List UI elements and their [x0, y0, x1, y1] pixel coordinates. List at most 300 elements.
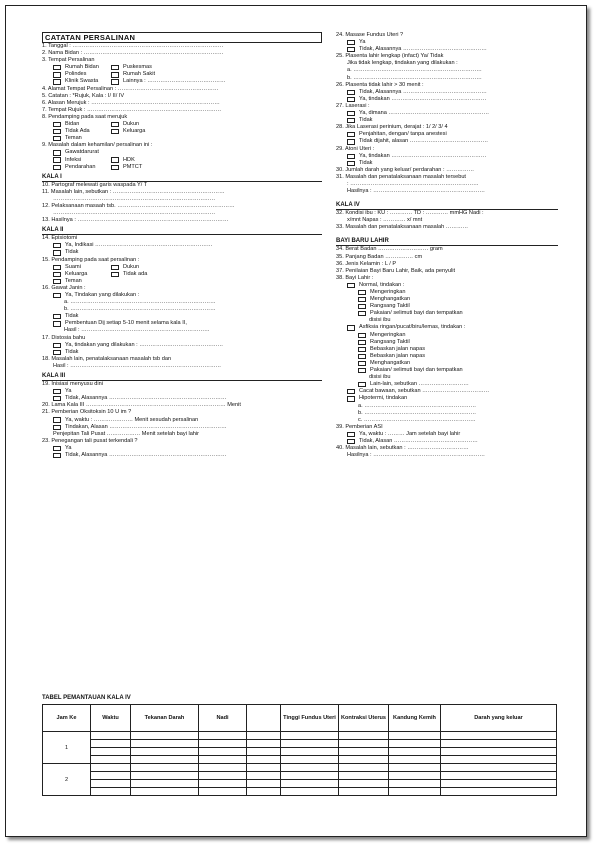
table-cell[interactable]	[339, 772, 389, 780]
table-cell[interactable]	[339, 748, 389, 756]
checkbox[interactable]	[347, 97, 355, 102]
checkbox[interactable]	[53, 343, 61, 348]
table-cell[interactable]	[389, 732, 441, 740]
table-cell[interactable]	[441, 732, 557, 740]
checkbox-option[interactable]	[42, 417, 322, 424]
table-cell[interactable]	[281, 732, 339, 740]
checkbox[interactable]	[53, 65, 61, 70]
table-row	[43, 780, 557, 788]
checkbox[interactable]	[347, 154, 355, 159]
checkbox[interactable]	[53, 314, 61, 319]
checkbox[interactable]	[53, 417, 61, 422]
checkbox-option[interactable]	[42, 424, 322, 431]
checkbox-option[interactable]	[336, 96, 558, 103]
checkbox[interactable]	[111, 79, 119, 84]
checkbox[interactable]	[347, 139, 355, 144]
checkbox-option[interactable]	[336, 131, 558, 138]
checkbox-option[interactable]	[336, 360, 558, 367]
checkbox-option[interactable]	[336, 367, 558, 374]
table-cell[interactable]	[441, 764, 557, 772]
table-cell[interactable]	[199, 748, 247, 756]
field-label: Ya, tindakan ……………………………………………	[359, 152, 487, 159]
table-cell[interactable]	[131, 788, 199, 796]
form-subline: Hasil : ……………………………………………………………	[64, 327, 210, 334]
form-subline: a. ……………………………………………………	[358, 402, 477, 409]
checkbox[interactable]	[53, 446, 61, 451]
checkbox-option[interactable]	[42, 249, 322, 256]
checkbox[interactable]	[53, 396, 61, 401]
field-label: HDK	[123, 156, 135, 163]
checkbox-pair[interactable]	[42, 121, 322, 128]
checkbox-option[interactable]	[53, 64, 111, 71]
table-cell[interactable]	[389, 740, 441, 748]
table-cell[interactable]	[247, 748, 281, 756]
checkbox-option[interactable]	[42, 342, 322, 349]
field-label: Tidak, Alasannya ………………………………………………………	[65, 451, 227, 458]
table-cell[interactable]	[91, 772, 131, 780]
checkbox[interactable]	[53, 321, 61, 326]
checkbox[interactable]	[111, 122, 119, 127]
spacer	[336, 195, 558, 199]
checkbox[interactable]	[358, 368, 366, 373]
form-line: 23. Penegangan tali pusat terkendali ?	[42, 437, 138, 444]
checkbox-option[interactable]	[336, 395, 558, 402]
field-label: Tidak, Alasannya ………………………………………	[359, 88, 487, 95]
table-cell[interactable]	[91, 764, 131, 772]
table-row	[43, 772, 557, 780]
checkbox[interactable]	[111, 65, 119, 70]
field-label: Tidak, Alasannya ………………………………………	[359, 46, 487, 53]
checkbox-pair[interactable]	[42, 164, 322, 171]
checkbox-option[interactable]	[53, 157, 111, 164]
table-cell[interactable]	[339, 788, 389, 796]
form-line: 27. Laserasi :	[336, 102, 370, 109]
form-line: 1. Tanggal : ………………………………………………………………………	[42, 43, 224, 49]
field-label: Keluarga	[65, 270, 88, 277]
right-column	[336, 32, 558, 459]
form-line: 4. Alamat Tempat Persalinan : ………………………………………………	[42, 85, 219, 92]
checkbox-option[interactable]	[336, 381, 558, 388]
checkbox[interactable]	[347, 111, 355, 116]
table-cell[interactable]	[247, 788, 281, 796]
form-subline: x/mnt Napas : ………… x/ mnt	[347, 217, 423, 224]
field-label: Tidak	[65, 313, 79, 320]
field-label: Bebaskan jalan napas	[370, 345, 426, 352]
checkbox[interactable]	[53, 265, 61, 270]
field-label: Teman	[65, 135, 82, 142]
checkbox[interactable]	[53, 129, 61, 134]
table-cell[interactable]	[441, 756, 557, 764]
checkbox-option[interactable]	[111, 121, 139, 128]
checkbox[interactable]	[347, 161, 355, 166]
checkbox[interactable]	[53, 150, 61, 155]
checkbox-pair[interactable]	[42, 64, 322, 71]
checkbox-option[interactable]	[42, 149, 322, 156]
table-cell[interactable]	[91, 732, 131, 740]
field-label: Ya	[359, 39, 366, 46]
monitoring-table-title: TABEL PEMANTAUAN KALA IV	[42, 695, 131, 701]
checkbox[interactable]	[53, 293, 61, 298]
checkbox[interactable]	[358, 361, 366, 366]
checkbox-option[interactable]	[53, 271, 111, 278]
checkbox[interactable]	[358, 311, 366, 316]
left-column	[42, 32, 322, 459]
field-label: Mengeringkan	[370, 289, 406, 295]
form-subline: b. ……………………………………………………………………	[64, 306, 216, 313]
checkbox-option[interactable]	[42, 395, 322, 402]
checkbox-option[interactable]	[336, 310, 558, 317]
field-label: Tidak, Alasannya ………………………………………………………	[65, 395, 227, 402]
checkbox-option[interactable]	[111, 264, 139, 271]
checkbox-option[interactable]	[336, 138, 558, 145]
checkbox[interactable]	[358, 340, 366, 345]
form-subline: ……………………………………………………………………………	[53, 195, 216, 202]
table-cell[interactable]	[389, 756, 441, 764]
checkbox[interactable]	[358, 354, 366, 359]
checkbox[interactable]	[53, 165, 61, 170]
checkbox[interactable]	[358, 297, 366, 302]
table-cell[interactable]	[247, 756, 281, 764]
field-label: Tidak	[359, 117, 373, 124]
checkbox[interactable]	[347, 47, 355, 52]
table-cell[interactable]	[247, 764, 281, 772]
table-cell[interactable]	[131, 732, 199, 740]
checkbox-option[interactable]	[53, 78, 111, 85]
checkbox-option[interactable]	[42, 320, 322, 327]
checkbox[interactable]	[53, 157, 61, 162]
checkbox[interactable]	[53, 79, 61, 84]
checkbox[interactable]	[53, 250, 61, 255]
form-subline: b. ……………………………………………………	[358, 409, 477, 416]
checkbox-option[interactable]	[336, 153, 558, 160]
checkbox-option[interactable]	[42, 135, 322, 142]
checkbox[interactable]	[347, 439, 355, 444]
checkbox-option[interactable]	[336, 117, 558, 124]
table-cell[interactable]	[281, 740, 339, 748]
checkbox[interactable]	[358, 333, 366, 338]
left-form-body	[42, 43, 322, 459]
form-line: 10. Partograf melewati garis waspada Y/ T	[42, 181, 148, 188]
checkbox[interactable]	[111, 129, 119, 134]
table-cell[interactable]	[199, 788, 247, 796]
field-label: Gawatdarurat	[65, 149, 99, 156]
checkbox-option[interactable]	[42, 292, 322, 299]
table-cell[interactable]	[441, 740, 557, 748]
checkbox-option[interactable]	[336, 332, 558, 339]
table-cell[interactable]	[199, 772, 247, 780]
form-line: 13. Hasilnya : ………………………………………………………………………	[42, 217, 229, 224]
checkbox[interactable]	[111, 165, 119, 170]
checkbox-option[interactable]	[336, 339, 558, 346]
checkbox-option[interactable]	[111, 64, 152, 71]
checkbox[interactable]	[358, 290, 366, 295]
table-cell[interactable]	[441, 780, 557, 788]
form-line: 3. Tempat Persalinan	[42, 57, 95, 64]
field-label: Cacat bawaan, sebutkan ………………………………	[359, 388, 490, 395]
table-cell[interactable]	[339, 756, 389, 764]
checkbox-option[interactable]	[336, 303, 558, 310]
table-cell[interactable]	[91, 788, 131, 796]
table-header-cell: Kandung Kemih	[389, 705, 441, 732]
field-label: Ya, Tindakan yang dilakukan :	[65, 292, 140, 298]
form-line: 21. Pemberian Oksitoksin 10 U im ?	[42, 409, 132, 416]
checkbox-option[interactable]	[53, 128, 111, 135]
checkbox-option[interactable]	[336, 89, 558, 96]
field-label: Ya, dimana ………………………………………………	[359, 110, 490, 117]
checkbox-option[interactable]	[111, 71, 155, 78]
section-heading: KALA II	[42, 226, 322, 235]
field-label: Tidak ada	[123, 270, 148, 277]
form-subline: Hasil : ………………………………………………………………………	[53, 362, 222, 369]
checkbox[interactable]	[347, 118, 355, 123]
checkbox-option[interactable]	[336, 110, 558, 117]
checkbox[interactable]	[111, 272, 119, 277]
checkbox-option[interactable]	[336, 388, 558, 395]
table-cell[interactable]	[131, 780, 199, 788]
table-cell[interactable]	[131, 772, 199, 780]
checkbox-option[interactable]	[42, 349, 322, 356]
table-cell[interactable]	[339, 780, 389, 788]
form-line: 33. Masalah dan penatalaksanaan masalah …………	[336, 224, 469, 231]
checkbox-option[interactable]	[53, 164, 111, 171]
checkbox-pair[interactable]	[42, 157, 322, 164]
checkbox-option[interactable]	[336, 282, 558, 289]
table-cell[interactable]	[199, 764, 247, 772]
field-label: Puskesmas	[123, 64, 152, 71]
form-line: 2. Nama Bidan : …………………………………………………………………	[42, 50, 224, 57]
table-cell[interactable]	[199, 740, 247, 748]
field-label: Keluarga	[123, 128, 146, 135]
checkbox-option[interactable]	[42, 278, 322, 285]
table-cell[interactable]	[389, 788, 441, 796]
checkbox-option[interactable]	[111, 128, 145, 135]
form-line: 9. Masalah dalam kehamilan/ persalinan ini :	[42, 142, 153, 149]
table-cell[interactable]	[281, 772, 339, 780]
field-label: Polindes	[65, 71, 87, 78]
field-label: Pendarahan	[65, 163, 96, 170]
section-heading: BAYI BARU LAHIR	[336, 237, 558, 246]
checkbox-pair[interactable]	[42, 271, 322, 278]
checkbox[interactable]	[53, 136, 61, 141]
table-header-cell: Darah yang keluar	[441, 705, 557, 732]
table-cell[interactable]	[339, 732, 389, 740]
checkbox[interactable]	[53, 389, 61, 394]
form-line: 14. Episiotomi	[42, 235, 78, 242]
table-cell[interactable]	[247, 740, 281, 748]
checkbox[interactable]	[347, 389, 355, 394]
checkbox[interactable]	[53, 425, 61, 430]
checkbox-option[interactable]	[336, 431, 558, 438]
form-subline: Jika tidak lengkap, tindakan yang dilakukan :	[347, 60, 458, 67]
table-cell[interactable]	[247, 772, 281, 780]
checkbox[interactable]	[111, 72, 119, 77]
form-line: 30. Jumlah darah yang keluar/ perdarahan : ……………	[336, 166, 475, 173]
checkbox-option[interactable]	[336, 438, 558, 445]
checkbox[interactable]	[53, 350, 61, 355]
table-cell[interactable]	[91, 756, 131, 764]
checkbox-option[interactable]	[336, 296, 558, 303]
form-subline: Hasilnya : ……………………………………………………	[347, 188, 485, 195]
table-cell[interactable]	[131, 756, 199, 764]
table-header-cell: Waktu	[91, 705, 131, 732]
table-cell[interactable]	[389, 748, 441, 756]
checkbox-option[interactable]	[111, 78, 226, 85]
form-line: 34. Berat Badan ……………………… gram	[336, 246, 443, 253]
table-cell[interactable]	[389, 780, 441, 788]
field-label: Tindakan, Alasan ………………………………………………………	[65, 423, 227, 430]
field-label: Tidak dijahit, alasan ……………………………………	[359, 138, 489, 145]
checkbox[interactable]	[111, 157, 119, 162]
table-cell[interactable]	[281, 748, 339, 756]
checkbox-option[interactable]	[336, 46, 558, 53]
table-cell[interactable]	[131, 740, 199, 748]
form-line: 25. Plasenta lahir lengkap (infact) Ya/ Tidak	[336, 53, 444, 60]
checkbox-pair[interactable]	[42, 78, 322, 85]
field-label: Lain-lain, sebutkan ………………………	[370, 381, 469, 388]
table-header-cell: Kontraksi Uterus	[339, 705, 389, 732]
field-label: Bidan	[65, 121, 80, 128]
checkbox[interactable]	[347, 132, 355, 137]
checkbox-option[interactable]	[336, 160, 558, 167]
checkbox-option[interactable]	[42, 445, 322, 452]
checkbox-option[interactable]	[336, 289, 558, 296]
form-line: 24. Masase Fundus Uteri ?	[336, 32, 404, 38]
checkbox-option[interactable]	[336, 39, 558, 46]
field-label: Menghangatkan	[370, 359, 411, 366]
checkbox[interactable]	[358, 347, 366, 352]
table-cell[interactable]	[247, 732, 281, 740]
checkbox-option[interactable]	[111, 164, 142, 171]
checkbox-pair[interactable]	[42, 128, 322, 135]
form-line: 6. Alasan Merujuk : ……………………………………………………………	[42, 99, 220, 106]
field-label: Rumah Sakit	[123, 71, 156, 78]
form-subline: Hasilnya : ……………………………………………………	[347, 452, 485, 459]
table-cell[interactable]	[389, 772, 441, 780]
field-label: Rangsang Taktil	[370, 338, 410, 345]
table-cell[interactable]	[339, 740, 389, 748]
table-row	[43, 732, 557, 740]
field-label: Klinik Swasta	[65, 78, 99, 85]
form-subline: ……………………………………………………………………………	[53, 210, 216, 217]
checkbox[interactable]	[53, 243, 61, 248]
form-line: 18. Masalah lain, penatalaksanaan masalah tsb dan	[42, 355, 172, 362]
checkbox-option[interactable]	[53, 121, 111, 128]
field-label: Ya, waktu : ………………… Menit sesudah persalinan	[65, 416, 199, 423]
right-form-body	[336, 32, 558, 459]
form-line: 38. Bayi Lahir :	[336, 274, 374, 281]
checkbox[interactable]	[53, 453, 61, 458]
checkbox-option[interactable]	[42, 313, 322, 320]
checkbox-pair[interactable]	[42, 264, 322, 271]
checkbox[interactable]	[53, 72, 61, 77]
field-label: Ya, tindakan ……………………………………………	[359, 95, 487, 102]
field-label: Ya, tindakan yang dilakukan : ………………………………………	[65, 341, 224, 348]
checkbox[interactable]	[53, 272, 61, 277]
form-line: 32. Kondisi ibu : KU : ………… TD : ………… mmHG Nadi :	[336, 210, 484, 217]
table-cell[interactable]	[389, 764, 441, 772]
table-row	[43, 788, 557, 796]
table-cell[interactable]	[281, 788, 339, 796]
form-line: 12. Pelaksanaan masaah tsb. ………………………………………………………	[42, 202, 235, 209]
table-cell[interactable]	[131, 748, 199, 756]
checkbox-option[interactable]	[53, 264, 111, 271]
checkbox[interactable]	[347, 283, 355, 288]
form-line: 17. Distosia bahu	[42, 334, 86, 341]
table-cell[interactable]	[441, 772, 557, 780]
table-cell[interactable]	[281, 756, 339, 764]
table-cell[interactable]	[91, 748, 131, 756]
field-label: Bebaskan jalan napas	[370, 352, 426, 359]
checkbox[interactable]	[347, 325, 355, 330]
checkbox-option[interactable]	[42, 388, 322, 395]
checkbox-option[interactable]	[336, 353, 558, 360]
table-row	[43, 764, 557, 772]
table-cell[interactable]	[199, 780, 247, 788]
field-label: Tidak	[359, 159, 373, 166]
field-label: Tidak Ada	[65, 128, 90, 135]
table-cell[interactable]	[247, 780, 281, 788]
field-label: Rangsang Taktil	[370, 303, 410, 310]
section-heading: KALA III	[42, 372, 322, 381]
monitoring-table	[42, 704, 557, 796]
checkbox[interactable]	[53, 122, 61, 127]
field-label: Dukun	[123, 263, 140, 270]
checkbox-option[interactable]	[336, 324, 558, 331]
field-label: Lainnya : ……………………………………	[123, 78, 226, 85]
field-label: Asfiksia ringan/pucat/biru/lemas, tindakan :	[359, 324, 466, 331]
table-cell[interactable]	[339, 764, 389, 772]
table-cell[interactable]	[441, 748, 557, 756]
form-subline: a. ……………………………………………………………	[347, 67, 482, 74]
field-label: Tidak, Alasan ………………………………………	[359, 437, 478, 444]
table-cell[interactable]	[91, 780, 131, 788]
checkbox[interactable]	[347, 396, 355, 401]
table-cell[interactable]	[281, 780, 339, 788]
table-cell[interactable]	[199, 732, 247, 740]
field-label: Ya	[65, 444, 72, 451]
table-cell[interactable]	[199, 756, 247, 764]
checkbox[interactable]	[347, 90, 355, 95]
table-cell[interactable]	[91, 740, 131, 748]
form-line: 7. Tempat Rujuk : ………………………………………………………………	[42, 106, 222, 113]
table-cell[interactable]	[441, 788, 557, 796]
table-cell[interactable]	[131, 764, 199, 772]
field-label: Pembentuan Dij setiap 5-10 menit selama kala II,	[65, 320, 187, 327]
table-header-cell: Nadi	[199, 705, 247, 732]
form-subline: : ……………………………………………………………	[347, 180, 479, 187]
checkbox-option[interactable]	[42, 242, 322, 249]
table-cell[interactable]	[281, 764, 339, 772]
form-line: 15. Pendamping pada saat persalinan :	[42, 256, 140, 263]
checkbox[interactable]	[53, 279, 61, 284]
jam-ke-cell: 1	[43, 732, 91, 764]
checkbox[interactable]	[358, 304, 366, 309]
checkbox[interactable]	[111, 265, 119, 270]
checkbox-option[interactable]	[111, 271, 147, 278]
checkbox[interactable]	[347, 432, 355, 437]
form-subline: b. ……………………………………………………………	[347, 74, 482, 81]
form-line: 20. Lama Kala III ………………………………………………………………… Menit	[42, 402, 241, 409]
checkbox[interactable]	[358, 382, 366, 387]
checkbox[interactable]	[347, 40, 355, 45]
field-label: Rumah Bidan	[65, 64, 99, 71]
checkbox-option[interactable]	[111, 157, 135, 164]
checkbox-pair[interactable]	[42, 71, 322, 78]
checkbox-option[interactable]	[336, 346, 558, 353]
field-label: PMTCT	[123, 163, 143, 170]
checkbox-option[interactable]	[42, 452, 322, 459]
checkbox-option[interactable]	[53, 71, 111, 78]
